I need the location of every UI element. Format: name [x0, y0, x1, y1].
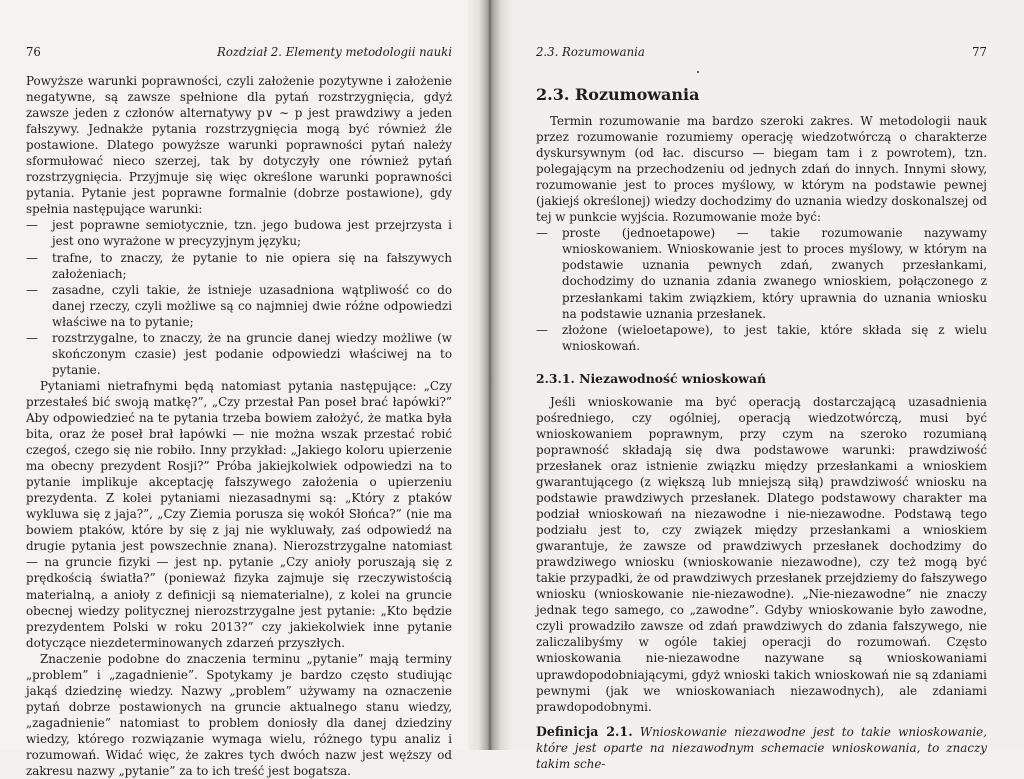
book-gutter — [468, 0, 512, 750]
print-speck — [697, 71, 699, 73]
definition-label: Definicja 2.1. — [536, 723, 633, 739]
left-page-number: 76 — [26, 45, 41, 59]
list-item: — trafne, to znaczy, że pytanie to nie opiera się na fałszywych założeniach; — [26, 250, 452, 282]
list-item: — złożone (wieloetapowe), to jest takie, które składa się z wielu wnioskowań. — [536, 322, 987, 354]
left-paragraph-3: Znaczenie podobne do znaczenia terminu „pytanie” mają terminy „problem” i „zagadnienie”. Spotykamy je bardzo często studiując jakąś dziedzinę wiedzy. Nazwy „problem” używamy na oznaczenie pytań dobrze postawionych na gruncie aktualnego stanu wiedzy, „zagadnienie” natomiast to problem doniosły dla danej dziedziny wiedzy, którego rozwiązanie wymaga wielu, różnego typu analiz i rozumowań. Widać więc, że zakres tych dwóch nazw jest węższy od zakresu nazwy „pytanie” za to ich treść jest bogatsza. — [26, 651, 452, 779]
list-item: — rozstrzygalne, to znaczy, że na gruncie danej wiedzy możliwe (w skończonym czasie) jest podanie odpowiedzi właściwej na to pytanie. — [26, 330, 452, 378]
left-page — [0, 0, 490, 779]
left-conditions-list — [26, 217, 452, 377]
list-item: — zasadne, czyli takie, że istnieje uzasadniona wątpliwość co do danej rzeczy, czyli możliwe są co najmniej dwie różne odpowiedzi właściwe na to pytanie; — [26, 282, 452, 330]
right-running-head-title: 2.3. Rozumowania — [536, 45, 645, 59]
right-page-number: 77 — [972, 45, 987, 59]
left-running-head-title: Rozdział 2. Elementy metodologii nauki — [217, 45, 452, 59]
right-paragraph-1: Termin rozumowanie ma bardzo szeroki zakres. W metodologii nauk przez rozumowanie rozumiemy operację wiedzotwórczą o charakterze dyskursywnym (od łac. discurso — biegam tam i z powrotem), tzn. polegającym na przechodzeniu od jednych zdań do innych. Innymi słowy, rozumowanie jest to proces myślowy, w którym na podstawie pewnej (jakiejś określonej) wiedzy dochodzimy do uznania wiedzy doskonalszej od tej w punkcie wyjścia. Rozumowanie może być: — [536, 114, 987, 225]
list-item: — jest poprawne semiotycznie, tzn. jego budowa jest przejrzysta i jest ono wyrażone w precyzyjnym języku; — [26, 217, 452, 249]
definition-text: Wnioskowanie niezawodne jest to takie wnioskowanie, które jest oparte na niezawodnym schemacie wnioskowania, to znaczy takim sche- — [536, 724, 987, 771]
right-page-body — [536, 85, 987, 772]
right-page — [490, 0, 1024, 771]
left-page-body — [26, 73, 452, 779]
definition-block — [536, 724, 987, 772]
right-paragraph-2: Jeśli wnioskowanie ma być operacją dostarczającą uzasadnienia pośredniego, czy ogólniej, operacją wiedzotwórczą, musi być wnioskowaniem poprawnym, przy czym na szeroko rozumianą poprawność składają się dwa podstawowe warunki: prawdziwość przesłanek oraz istnienie związku między przesłankami a wnioskiem gwarantującego (z większą lub mniejszą siłą) prawdziwość wniosku na podstawie prawdziwych przesłanek. Dlatego podstawowy charakter ma podział wnioskowań na niezawodne i nie-niezawodne. Podstawą tego podziału jest to, czy związek między przesłankami a wnioskiem gwarantuje, że zawsze od prawdziwych przesłanek dochodzimy do prawdziwego wniosku (wnioskowanie niezawodne), czy też mogą być takie przypadki, że od prawdziwych przesłanek przejdziemy do fałszywego wniosku (wnioskowanie nie-niezawodne). „Nie-niezawodne” nie znaczy jednak tego samego, co „zawodne”. Gdyby wnioskowanie było zawodne, czyli prowadziło zawsze od zdań prawdziwych do zdania fałszywego, nie zaliczalibyśmy w ogóle takiej operacji do rozumowań. Często wnioskowania nie-niezawodne nazywane są wnioskowaniami uprawdopodobniającymi, gdyż wnioski takich wnioskowań nie są zdaniami pewnymi (jak we wnioskowaniach niezawodnych), ale zdaniami prawdopodobnymi. — [536, 394, 987, 714]
list-item: — proste (jednoetapowe) — takie rozumowanie nazywamy wnioskowaniem. Wnioskowanie jest to proces myślowy, w którym na podstawie uznania pewnych zdań, zwanych przesłankami, dochodzimy do uznania zdania zwanego wnioskiem, połączonego z przesłankami takim związkiem, który uprawnia do uznania wniosku na podstawie uznania przesłanek. — [536, 225, 987, 321]
section-heading: 2.3. Rozumowania — [536, 85, 700, 104]
subsection-heading: 2.3.1. Niezawodność wnioskowań — [536, 370, 766, 386]
left-paragraph-1: Powyższe warunki poprawności, czyli założenie pozytywne i założenie negatywne, są zawsze spełnione dla pytań rozstrzygnięcia, gdyż zawsze jeden z członów alternatywy p∨ ∼ p jest prawdziwy a jeden fałszywy. Jednakże pytania rozstrzygnięcia mogą być również źle postawione. Dlatego powyższe warunki poprawności pytań należy sformułować nieco szerzej, tak by dotyczyły one również pytań rozstrzygnięcia. Przyjmuje się więc określone warunki poprawności pytania. Pytanie jest poprawne formalnie (dobrze postawione), gdy spełnia następujące warunki: — [26, 74, 452, 217]
left-paragraph-2: Pytaniami nietrafnymi będą natomiast pytania następujące: „Czy przestałeś bić swoją matkę?”, „Czy przestał Pan poseł brać łapówki?” Aby odpowiedzieć na te pytania trzeba bowiem założyć, że matka była bita, oraz że poseł brał łapówki — nie można wszak przestać robić czegoś, czego się nie robiło. Inny przykład: „Jakiego koloru upierzenie ma obecny prezydent Rosji?” Próba jakiejkolwiek odpowiedzi na to pytanie implikuje akceptację fałszywego założenia o upierzeniu prezydenta. Z kolei pytaniami niezasadnymi są: „Który z ptaków wykluwa się z jaja?”, „Czy Ziemia porusza się wokół Słońca?” (nie ma bowiem ptaków, które by się z jaj nie wykluwały, zaś odpowiedź na drugie pytania jest powszechnie znana). Nierozstrzygalne natomiast — na gruncie fizyki — jest np. pytanie „Czy anioły poruszają się z prędkością światła?” (ponieważ fizyka zajmuje się rzeczywistością materialną, a anioły z definicji są niematerialne), z kolei na gruncie obecnej wiedzy politycznej nierozstrzygalne jest pytanie: „Kto będzie prezydentem Polski w roku 2013?” czy jakiekolwiek inne pytanie dotyczące niezdeterminowanych zdarzeń przyszłych. — [26, 378, 452, 650]
right-reasoning-list — [536, 225, 987, 353]
